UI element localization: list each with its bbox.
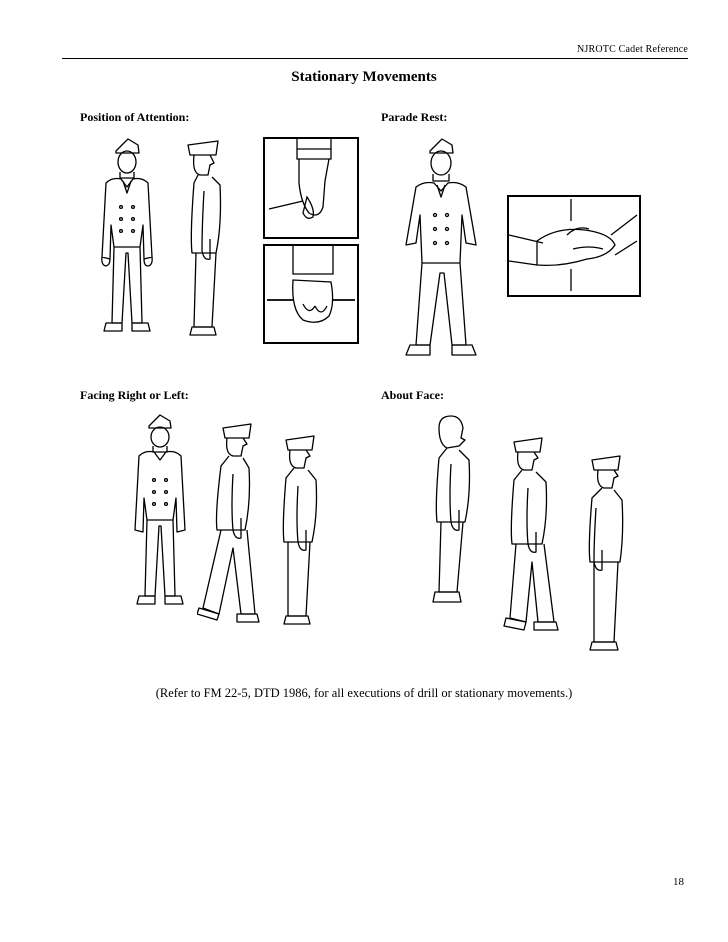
page-title: Stationary Movements (291, 69, 437, 85)
page-number: 18 (673, 876, 684, 888)
running-header: NJROTC Cadet Reference (576, 44, 688, 55)
attention-front-figure (92, 135, 162, 340)
hands-clasped-detail-figure (507, 195, 641, 297)
parade-rest-figure (396, 135, 488, 365)
about-face-step2-figure (500, 432, 564, 632)
about-face-step1-figure (425, 408, 487, 608)
about-face-step3-figure (580, 450, 640, 660)
header-rule (62, 58, 688, 59)
parade-rest-label: Parade Rest: (381, 110, 448, 124)
facing-label: Facing Right or Left: (80, 388, 189, 402)
facing-turning-figure (197, 418, 263, 626)
facing-side-figure (272, 430, 332, 630)
attention-label: Position of Attention: (80, 110, 190, 124)
reference-note: (Refer to FM 22-5, DTD 1986, for all executions of drill or stationary movements.) (155, 686, 573, 700)
attention-side-figure (180, 135, 230, 345)
thumb-detail-figure (263, 137, 359, 239)
facing-front-figure (127, 412, 193, 612)
about-face-label: About Face: (381, 388, 444, 402)
fist-detail-figure (263, 244, 359, 344)
